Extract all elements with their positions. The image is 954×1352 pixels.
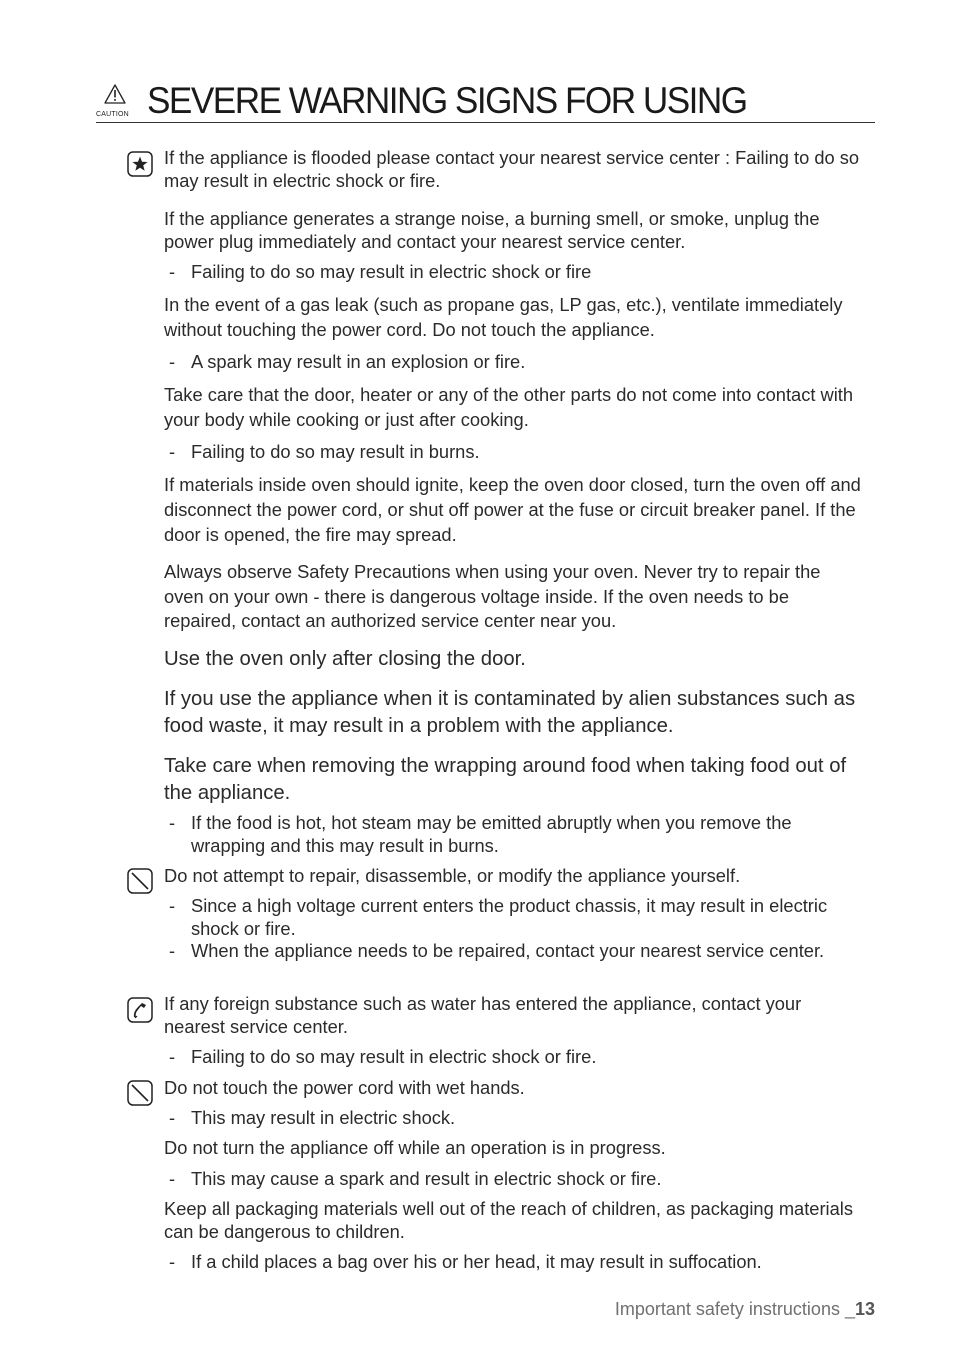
list-item-text: Failing to do so may result in burns. bbox=[191, 441, 480, 462]
list-item bbox=[164, 1250, 864, 1273]
paragraph-wrapping: Take care when removing the wrapping around food when taking food out of the appliance. bbox=[164, 755, 847, 804]
list-item-text: Since a high voltage current enters the product chassis, it may result in electric shock or fire. bbox=[191, 895, 828, 939]
caution-badge bbox=[96, 84, 136, 122]
paragraph-wet-hands: Do not touch the power cord with wet hands. bbox=[164, 1077, 525, 1098]
list-item bbox=[164, 811, 864, 857]
paragraph-foreign-substance: If any foreign substance such as water has entered the appliance, contact your nearest service center. bbox=[164, 993, 802, 1037]
paragraph-no-repair: Do not attempt to repair, disassemble, or modify the appliance yourself. bbox=[164, 865, 741, 886]
no-entry-box-icon bbox=[127, 868, 153, 894]
list-item-text: If a child places a bag over his or her head, it may result in suffocation. bbox=[191, 1251, 762, 1272]
list-item bbox=[164, 440, 864, 463]
list-item bbox=[164, 350, 864, 373]
dash: - bbox=[169, 940, 176, 961]
list-item-text: Failing to do so may result in electric shock or fire. bbox=[191, 1046, 597, 1067]
list-item bbox=[164, 939, 864, 962]
list-item bbox=[164, 260, 864, 283]
list-item-text: If the food is hot, hot steam may be emitted abruptly when you remove the wrapping and this may result in burns. bbox=[191, 812, 792, 856]
list-item bbox=[164, 894, 864, 940]
caution-label: CAUTION bbox=[96, 111, 129, 118]
dash: - bbox=[169, 1251, 176, 1272]
page-header bbox=[96, 80, 875, 123]
paragraph-packaging: Keep all packaging materials well out of the reach of children, as packaging materials can be dangerous to children. bbox=[164, 1198, 853, 1242]
paragraph-door-heater: Take care that the door, heater or any of the other parts do not come into contact with your body while cooking or just after cooking. bbox=[164, 384, 853, 430]
list-item bbox=[164, 1045, 864, 1068]
dash: - bbox=[169, 1168, 176, 1189]
dash: - bbox=[169, 812, 176, 833]
dash: - bbox=[169, 1107, 176, 1128]
paragraph-strange-noise: If the appliance generates a strange noise, a burning smell, or smoke, unplug the power plug immediately and contact your nearest service center. bbox=[164, 208, 820, 252]
paragraph-close-door: Use the oven only after closing the door. bbox=[164, 648, 526, 670]
page-title: SEVERE WARNING SIGNS FOR USING bbox=[147, 80, 747, 121]
dash: - bbox=[169, 1046, 176, 1067]
dash: - bbox=[169, 441, 176, 462]
page-footer bbox=[615, 1299, 875, 1320]
paragraph-gas-leak: In the event of a gas leak (such as propane gas, LP gas, etc.), ventilate immediately without touching the power cord. Do not touch the appliance. bbox=[164, 294, 843, 340]
paragraph-ignite: If materials inside oven should ignite, keep the oven door closed, turn the oven off and disconnect the power cord, or shut off power at the fuse or circuit breaker panel. If the door is opened, the fire may spread. bbox=[164, 474, 861, 545]
paragraph-contaminated: If you use the appliance when it is contaminated by alien substances such as food waste, it may result in a problem with the appliance. bbox=[164, 688, 856, 737]
list-item-text: This may cause a spark and result in electric shock or fire. bbox=[191, 1168, 662, 1189]
list-item-text: This may result in electric shock. bbox=[191, 1107, 456, 1128]
list-item-text: A spark may result in an explosion or fire. bbox=[191, 351, 526, 372]
dash: - bbox=[169, 351, 176, 372]
paragraph-operation: Do not turn the appliance off while an operation is in progress. bbox=[164, 1137, 666, 1158]
list-item bbox=[164, 1167, 864, 1190]
dash: - bbox=[169, 895, 176, 916]
unplug-box-icon bbox=[127, 997, 153, 1023]
star-box-icon bbox=[127, 151, 153, 177]
paragraph-safety-precautions: Always observe Safety Precautions when using your oven. Never try to repair the oven on your own - there is dangerous voltage inside. If the oven needs to be repaired, contact an authorized service center near you. bbox=[164, 561, 821, 631]
list-item-text: When the appliance needs to be repaired, contact your nearest service center. bbox=[191, 940, 825, 961]
paragraph-flooded: If the appliance is flooded please contact your nearest service center : Failing to do so may result in electric shock or fire. bbox=[164, 147, 860, 191]
list-item bbox=[164, 1106, 864, 1129]
list-item-text: Failing to do so may result in electric shock or fire bbox=[191, 261, 592, 282]
warning-triangle-icon bbox=[104, 84, 126, 104]
dash: - bbox=[169, 261, 176, 282]
no-entry-box-icon bbox=[127, 1080, 153, 1106]
page-number: 13 bbox=[854, 1299, 875, 1319]
footer-section-label: Important safety instructions _ bbox=[614, 1299, 855, 1319]
